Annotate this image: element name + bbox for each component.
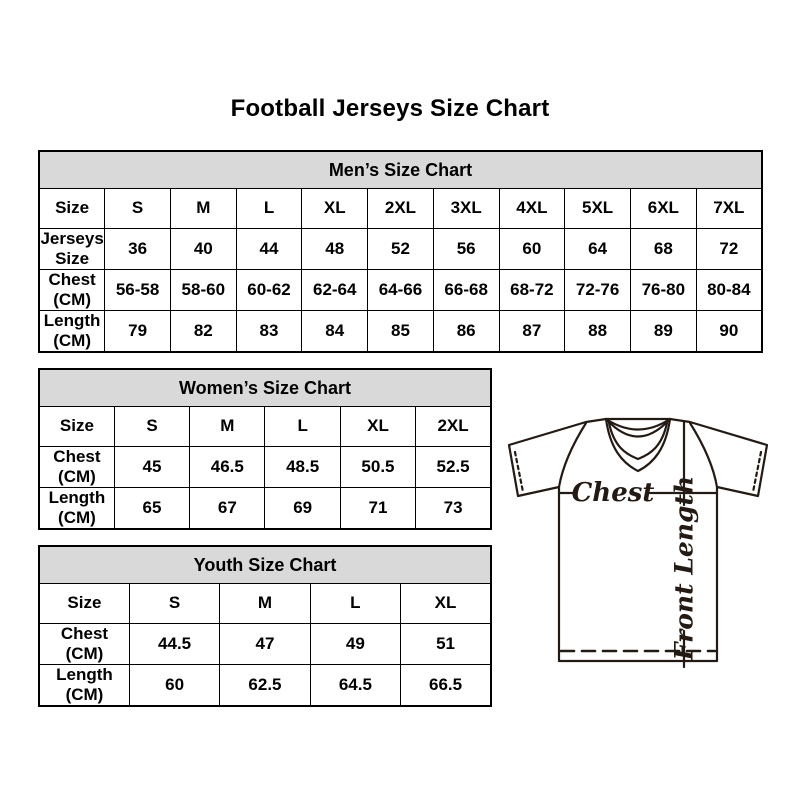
value-cell: 52 — [368, 228, 434, 269]
value-cell: S — [129, 584, 219, 624]
table-row — [39, 487, 491, 529]
value-cell: 44 — [236, 228, 302, 269]
value-cell: 49 — [310, 623, 400, 664]
value-cell: 51 — [401, 623, 491, 664]
value-cell: 58-60 — [170, 269, 236, 310]
table-row — [39, 446, 491, 487]
value-cell: M — [220, 584, 310, 624]
value-cell: M — [170, 189, 236, 229]
value-cell: 60-62 — [236, 269, 302, 310]
value-cell: 73 — [416, 487, 491, 529]
value-cell: 65 — [114, 487, 189, 529]
value-cell: 56 — [433, 228, 499, 269]
table-title: Youth Size Chart — [39, 546, 491, 584]
mens-size-table-box — [38, 150, 763, 353]
front-length-label: Front Length — [669, 475, 699, 661]
value-cell: 62-64 — [302, 269, 368, 310]
row-label-cell: Length (CM) — [39, 310, 105, 352]
value-cell: 47 — [220, 623, 310, 664]
value-cell: 87 — [499, 310, 565, 352]
value-cell: 60 — [499, 228, 565, 269]
row-label-cell: Chest (CM) — [39, 446, 114, 487]
mens-size-table — [38, 150, 763, 353]
value-cell: 6XL — [630, 189, 696, 229]
value-cell: 80-84 — [696, 269, 762, 310]
value-cell: 86 — [433, 310, 499, 352]
table-row — [39, 189, 762, 229]
row-label-cell: Size — [39, 189, 105, 229]
value-cell: 7XL — [696, 189, 762, 229]
table-row — [39, 269, 762, 310]
value-cell: 3XL — [433, 189, 499, 229]
page-title: Football Jerseys Size Chart — [230, 95, 550, 122]
value-cell: 71 — [340, 487, 415, 529]
value-cell: 66-68 — [433, 269, 499, 310]
value-cell: 83 — [236, 310, 302, 352]
value-cell: 72-76 — [565, 269, 631, 310]
value-cell: 66.5 — [401, 664, 491, 706]
value-cell: 5XL — [565, 189, 631, 229]
value-cell: 45 — [114, 446, 189, 487]
chest-label: Chest — [571, 478, 655, 508]
row-label-cell: Size — [39, 584, 129, 624]
value-cell: 68-72 — [499, 269, 565, 310]
value-cell: 64 — [565, 228, 631, 269]
value-cell: 50.5 — [340, 446, 415, 487]
value-cell: 48 — [302, 228, 368, 269]
table-row — [39, 407, 491, 447]
value-cell: 84 — [302, 310, 368, 352]
value-cell: 2XL — [416, 407, 491, 447]
value-cell: 69 — [265, 487, 340, 529]
jersey-outline — [509, 419, 767, 661]
womens-size-table — [38, 368, 492, 530]
value-cell: 68 — [630, 228, 696, 269]
value-cell: 67 — [190, 487, 265, 529]
value-cell: 72 — [696, 228, 762, 269]
youth-size-table — [38, 545, 492, 707]
value-cell: L — [236, 189, 302, 229]
value-cell: XL — [401, 584, 491, 624]
value-cell: 48.5 — [265, 446, 340, 487]
value-cell: 4XL — [499, 189, 565, 229]
value-cell: S — [105, 189, 171, 229]
value-cell: 89 — [630, 310, 696, 352]
row-label-cell: Size — [39, 407, 114, 447]
row-label-cell: Length (CM) — [39, 664, 129, 706]
youth-size-table-box — [38, 545, 492, 707]
value-cell: 36 — [105, 228, 171, 269]
value-cell: 46.5 — [190, 446, 265, 487]
value-cell: 52.5 — [416, 446, 491, 487]
row-label-cell: Chest (CM) — [39, 623, 129, 664]
value-cell: 82 — [170, 310, 236, 352]
value-cell: 62.5 — [220, 664, 310, 706]
value-cell: 2XL — [368, 189, 434, 229]
value-cell: 64.5 — [310, 664, 400, 706]
value-cell: XL — [302, 189, 368, 229]
value-cell: 90 — [696, 310, 762, 352]
value-cell: M — [190, 407, 265, 447]
value-cell: L — [310, 584, 400, 624]
value-cell: 88 — [565, 310, 631, 352]
row-label-cell: Chest (CM) — [39, 269, 105, 310]
womens-size-table-box — [38, 368, 492, 530]
value-cell: 56-58 — [105, 269, 171, 310]
value-cell: 40 — [170, 228, 236, 269]
value-cell: 44.5 — [129, 623, 219, 664]
value-cell: S — [114, 407, 189, 447]
table-title: Men’s Size Chart — [39, 151, 762, 189]
row-label-cell: Length (CM) — [39, 487, 114, 529]
row-label-cell: Jerseys Size — [40, 228, 104, 268]
table-row — [39, 664, 491, 706]
table-title: Women’s Size Chart — [39, 369, 491, 407]
value-cell: L — [265, 407, 340, 447]
value-cell: 60 — [129, 664, 219, 706]
jersey-measurement-diagram — [504, 410, 768, 672]
value-cell: XL — [340, 407, 415, 447]
value-cell: 85 — [368, 310, 434, 352]
value-cell: 79 — [105, 310, 171, 352]
table-row — [39, 228, 762, 269]
table-row — [39, 310, 762, 352]
table-row — [39, 623, 491, 664]
value-cell: 64-66 — [368, 269, 434, 310]
table-row — [39, 584, 491, 624]
value-cell: 76-80 — [630, 269, 696, 310]
